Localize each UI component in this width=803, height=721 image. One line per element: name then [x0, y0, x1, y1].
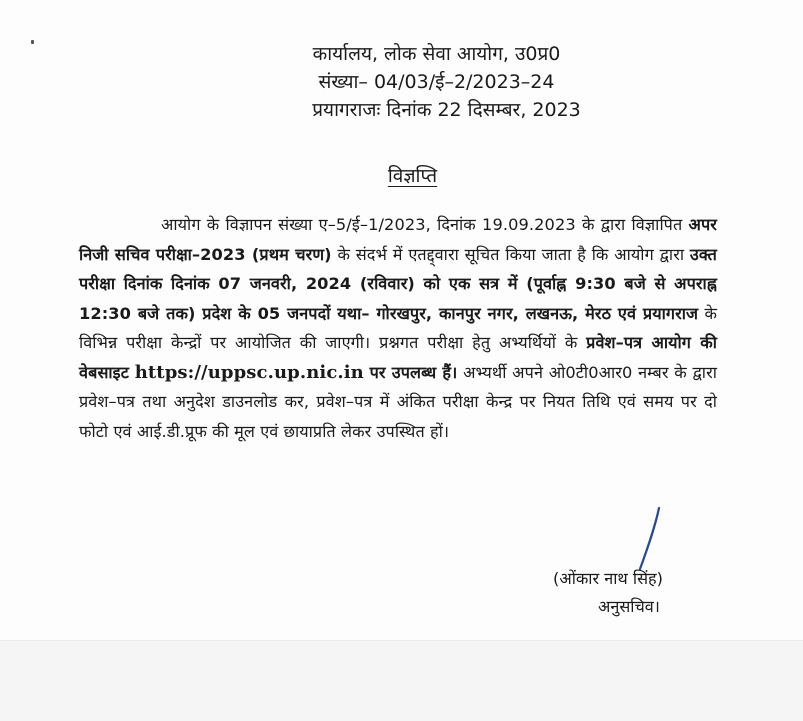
- document-header: [0, 40, 803, 124]
- exam-name: अपर निजी सचिव परीक्षा–2023 (प्रथम चरण): [79, 215, 717, 264]
- notice-body: [79, 210, 717, 446]
- signatory-designation: अनुसचिव।: [598, 597, 660, 616]
- availability-phrase: पर उपलब्ध हैं।: [369, 362, 458, 382]
- signatory-name: (ओंकार नाथ सिंह): [553, 569, 663, 588]
- reference-number: संख्या– 04/03/ई–2/2023–24: [318, 71, 555, 93]
- website-url: https://uppsc.up.nic.in: [134, 361, 364, 383]
- notice-title: [0, 162, 803, 190]
- page-bottom-margin: [0, 640, 803, 721]
- body-text-2: के संदर्भ में एतद्द्वारा सूचित किया जाता है कि आयोग द्वारा: [331, 244, 690, 264]
- signature-mark: [628, 505, 668, 573]
- body-text-4: अभ्यर्थी अपने ओ0टी0आर0 नम्बर के द्वारा प्रवेश–पत्र तथा अनुदेश डाउनलोड कर, प्रवेश–पत्र में अंकित परीक्षा केन्द्र पर नियत तिथि एवं समय पर दो फोटो एवं आई.डी.प्रूफ की मूल एवं छायाप्रति लेकर उपस्थित हों।: [79, 362, 718, 441]
- body-text-3: के विभिन्न परीक्षा केन्द्रों पर आयोजित की जाएगी। प्रश्नगत परीक्षा हेतु अभ्यर्थियों के: [79, 303, 717, 352]
- admit-card-phrase: प्रवेश–पत्र आयोग की वेबसाइट: [79, 333, 717, 382]
- notice-title-text: विज्ञप्ति: [387, 165, 438, 187]
- place-and-date: प्रयागराजः दिनांक 22 दिसम्बर, 2023: [312, 99, 581, 121]
- office-name: कार्यालय, लोक सेवा आयोग, उ0प्र0: [312, 43, 561, 65]
- body-text-1: आयोग के विज्ञापन संख्या ए–5/ई–1/2023, दिनांक 19.09.2023 के द्वारा विज्ञापित: [161, 215, 689, 234]
- exam-date-details: उक्त परीक्षा दिनांक दिनांक 07 जनवरी, 2024 (रविवार) को एक सत्र में (पूर्वाह्न 9:30 बजे से अपराह्न 12:30 बजे तक) प्रदेश के 05 जनपदों यथा– गोरखपुर, कानपुर नगर, लखनऊ, मेरठ एवं प्रयागराज: [79, 244, 717, 323]
